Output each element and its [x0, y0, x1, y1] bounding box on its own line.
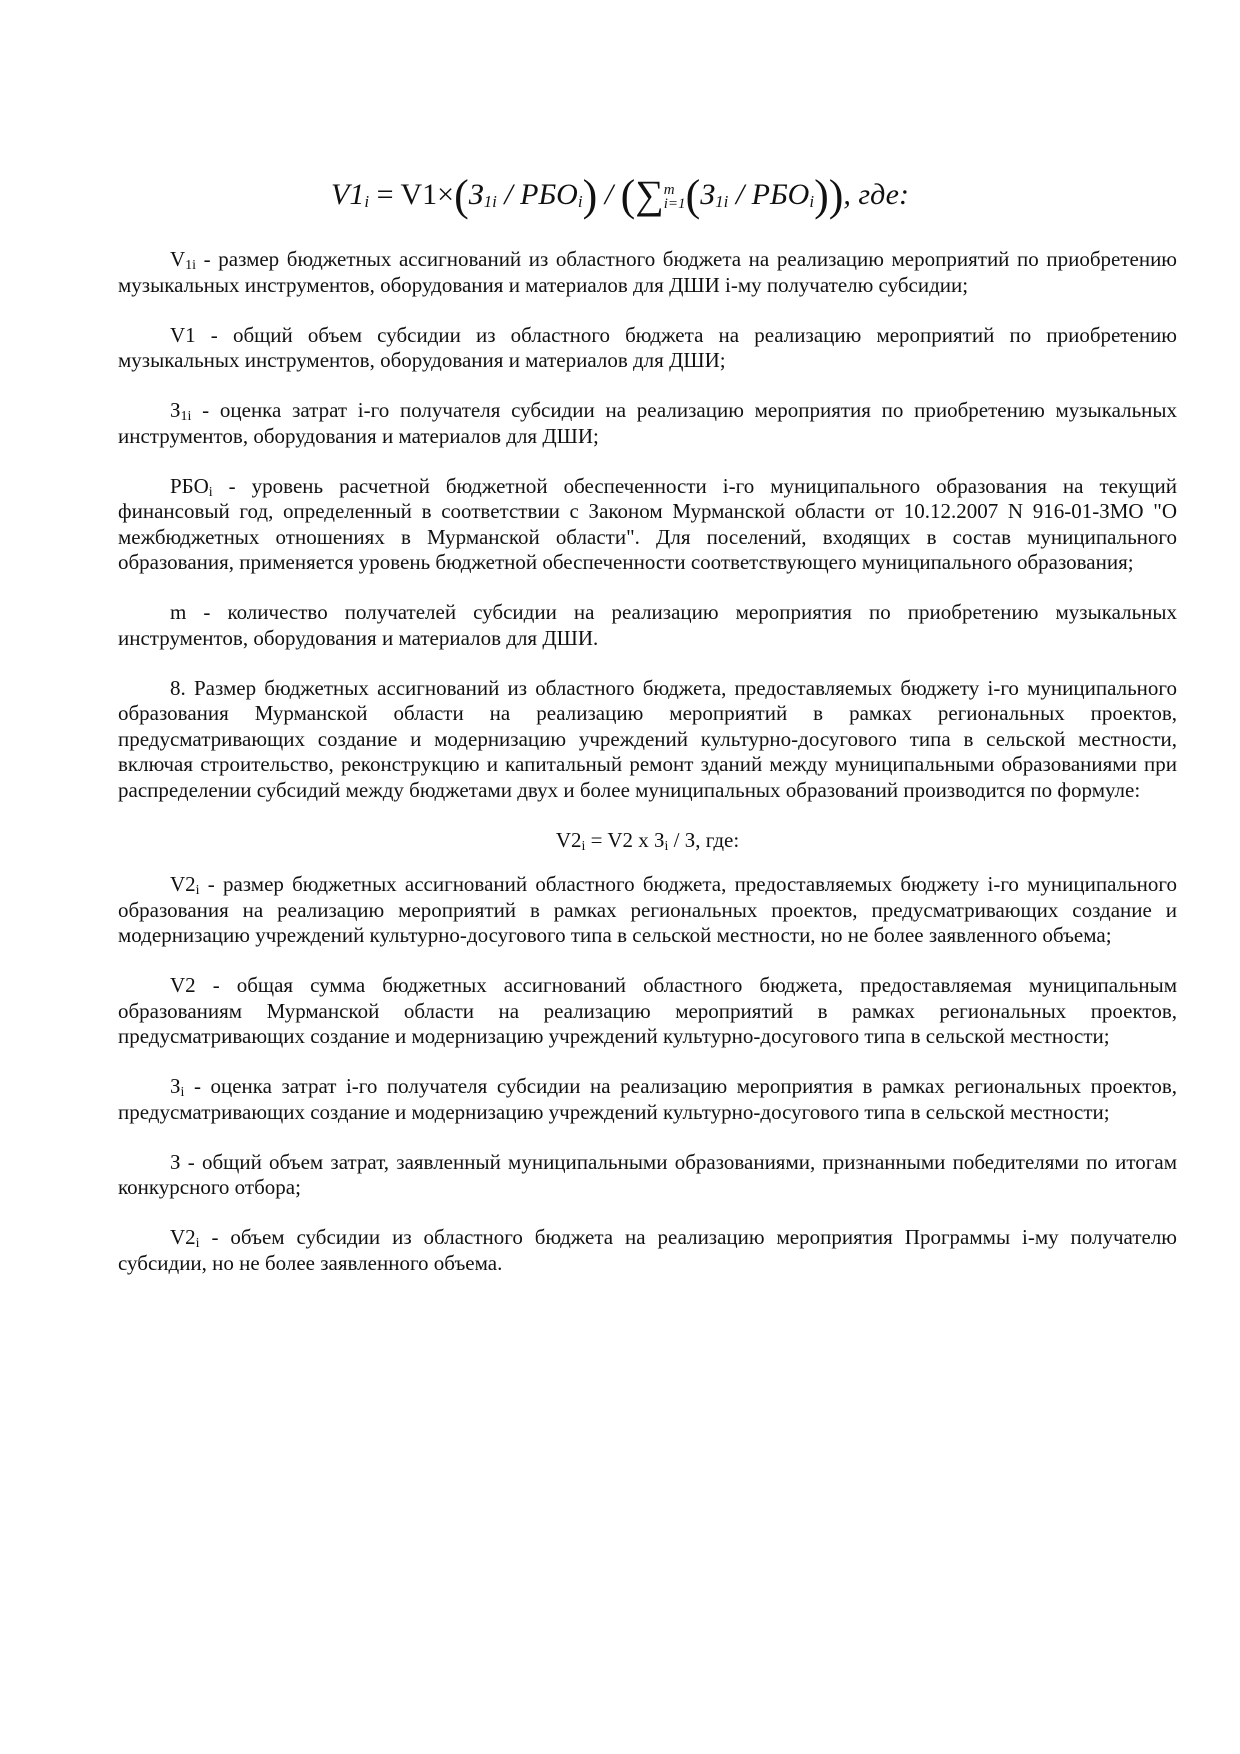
term: V	[170, 247, 186, 271]
paragraph	[118, 474, 1177, 576]
formula-rbo: / РБО	[728, 178, 810, 211]
definition: - общая сумма бюджетных ассигнований областного бюджета, предоставляемая муниципальным образованиям Мурманской области на реализацию мероприятий в рамках региональных проектов, предусматривающих создание и модернизацию учреждений культурно-досугового типа в сельской местности;	[118, 973, 1177, 1048]
paragraph	[118, 973, 1177, 1050]
sub: i	[664, 838, 669, 854]
term: 8.	[170, 675, 186, 700]
sum-icon: ∑	[635, 172, 664, 217]
paragraph	[118, 676, 1177, 804]
term: З	[170, 1074, 181, 1098]
formula-eq: = V1×	[369, 178, 455, 211]
formula-tail: , где:	[843, 178, 909, 211]
formula-v2i	[118, 828, 1177, 854]
paren: (	[620, 171, 636, 220]
paren: (	[454, 171, 469, 220]
definition: - количество получателей субсидии на реализацию мероприятия по приобретению музыкальных инструментов, оборудования и материалов для ДШИ.	[118, 600, 1177, 650]
definition: - размер бюджетных ассигнований областного бюджета, предоставляемых бюджету i-го муниципального образования на реализацию мероприятий в рамках региональных проектов, предусматривающих создание и модернизацию учреждений культурно-досугового типа в сельской местности, но не более заявленного объема;	[118, 872, 1177, 947]
f2-c: / З, где:	[668, 827, 740, 852]
sum-limits	[664, 183, 686, 211]
term-sub: i	[180, 1085, 185, 1100]
sub: i	[581, 838, 586, 854]
paragraph	[118, 600, 1177, 651]
paragraph	[118, 1074, 1177, 1125]
term: V2	[170, 973, 196, 997]
term: РБО	[170, 473, 209, 498]
term-sub: i	[208, 484, 213, 500]
paren: ))	[814, 171, 844, 220]
term: З	[170, 1149, 181, 1174]
definition: - размер бюджетных ассигнований из областного бюджета на реализацию мероприятий по приобретению музыкальных инструментов, оборудования и материалов для ДШИ i-му получателю субсидии;	[118, 247, 1177, 297]
paren: )	[582, 171, 598, 220]
definition: - уровень расчетной бюджетной обеспеченности i-го муниципального образования на текущий финансовый год, определенный в соответствии с Законом Мурманской области от 10.12.2007 N 916-01-ЗМО "О межбюджетных отношениях в Мурманской области". Для поселений, входящих в состав муниципального образования, применяется уровень бюджетной обеспеченности соответствующего муниципального образования;	[118, 473, 1177, 574]
term: V1	[170, 322, 196, 347]
term-sub: 1i	[185, 258, 197, 273]
term-sub: i	[195, 1236, 200, 1251]
sub: 1i	[483, 192, 497, 211]
document-body	[118, 247, 1177, 1301]
f2-a: V2	[555, 827, 582, 852]
term-sub: 1i	[180, 409, 192, 424]
formula-z: З	[468, 178, 484, 211]
definition: Размер бюджетных ассигнований из областного бюджета, предоставляемых бюджету i-го муниципального образования Мурманской области на реализацию мероприятий в рамках региональных проектов, предусматривающих создание и модернизацию учреждений культурно-досугового типа в сельской местности, включая строительство, реконструкцию и капитальный ремонт зданий между муниципальными образованиями при распределении субсидий между бюджетами двух и более муниципальных образований производится по формуле:	[118, 675, 1177, 802]
formula-v1i: $V1_i = V1\times(З_{1i} / РБО_i) / (\sum m$ $i=1(З_{1i} / РБО_i)$), где:	[331, 171, 909, 220]
term: m	[170, 600, 187, 624]
paragraph	[118, 1225, 1177, 1276]
f2-b: = V2 x З	[585, 827, 665, 852]
sum-top: m	[663, 182, 675, 198]
term-sub: i	[195, 883, 200, 898]
term: V2	[170, 1225, 196, 1249]
term: V2	[170, 872, 196, 896]
paragraph	[118, 323, 1177, 374]
sub: 1i	[715, 192, 729, 211]
definition: - объем субсидии из областного бюджета на реализацию мероприятия Программы i-му получателю субсидии, но не более заявленного объема.	[118, 1225, 1177, 1275]
definition: - общий объем затрат, заявленный муниципальными образованиями, признанными победителями по итогам конкурсного отбора;	[118, 1149, 1177, 1199]
paragraph	[118, 1150, 1177, 1201]
paragraph	[118, 398, 1177, 449]
formula-z: З	[700, 178, 716, 211]
definition: - оценка затрат i-го получателя субсидии на реализацию мероприятия в рамках региональных проектов, предусматривающих создание и модернизацию учреждений культурно-досугового типа в сельской местности;	[118, 1074, 1177, 1124]
definition: - оценка затрат i-го получателя субсидии на реализацию мероприятия по приобретению музыкальных инструментов, оборудования и материалов для ДШИ;	[118, 398, 1177, 448]
term: З	[170, 398, 181, 422]
definition: - общий объем субсидии из областного бюджета на реализацию мероприятий по приобретению музыкальных инструментов, оборудования и материалов для ДШИ;	[118, 322, 1177, 372]
sub: i	[809, 192, 815, 211]
sum-bottom: i=1	[663, 196, 686, 212]
sub: i	[577, 192, 583, 211]
paren: (	[685, 171, 701, 220]
paragraph	[118, 872, 1177, 949]
sub: i	[364, 192, 370, 211]
paragraph	[118, 247, 1177, 298]
formula-rbo: / РБО	[496, 178, 578, 211]
formula-lhs: V1	[331, 178, 365, 211]
